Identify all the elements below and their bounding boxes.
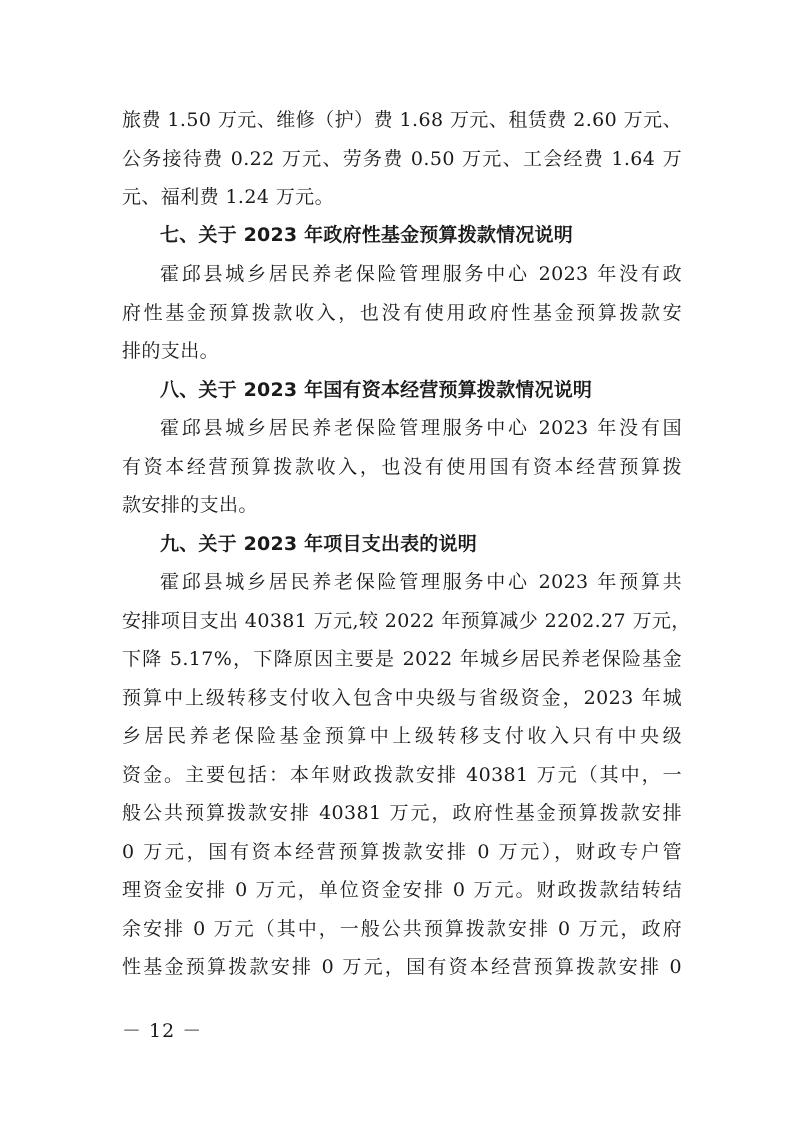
body-line: 安排项目支出 40381 万元,较 2022 年预算减少 2202.27 万元，	[122, 610, 691, 632]
body-line: 性基金预算拨款安排 0 万元，国有资本经营预算拨款安排 0	[122, 956, 682, 978]
body-line: 预算中上级转移支付收入包含中央级与省级资金，2023 年城	[122, 687, 682, 709]
body-line: 元、福利费 1.24 万元。	[122, 186, 334, 208]
page-number: － 12 －	[122, 1020, 203, 1042]
body-line: 0 万元，国有资本经营预算拨款安排 0 万元），财政专户管	[122, 841, 682, 863]
body-line: 霍邱县城乡居民养老保险管理服务中心 2023 年预算共	[160, 571, 682, 593]
body-line: 霍邱县城乡居民养老保险管理服务中心 2023 年没有国	[160, 417, 682, 439]
body-line: 理资金安排 0 万元，单位资金安排 0 万元。财政拨款结转结	[122, 879, 682, 901]
body-line: 旅费 1.50 万元、维修（护）费 1.68 万元、租赁费 2.60 万元、	[122, 109, 682, 131]
body-line: 公务接待费 0.22 万元、劳务费 0.50 万元、工会经费 1.64 万	[122, 148, 682, 170]
body-line: 霍邱县城乡居民养老保险管理服务中心 2023 年没有政	[160, 263, 682, 285]
body-line: 资金。主要包括：本年财政拨款安排 40381 万元（其中，一	[122, 764, 682, 786]
body-line: 有资本经营预算拨款收入，也没有使用国有资本经营预算拨	[122, 456, 682, 478]
body-line: 乡居民养老保险基金预算中上级转移支付收入只有中央级	[122, 725, 682, 747]
section-heading-9: 九、关于 2023 年项目支出表的说明	[160, 533, 477, 555]
section-heading-8: 八、关于 2023 年国有资本经营预算拨款情况说明	[160, 379, 593, 401]
body-line: 款安排的支出。	[122, 494, 258, 516]
body-line: 下降 5.17%，下降原因主要是 2022 年城乡居民养老保险基金	[122, 648, 682, 670]
body-line: 余安排 0 万元（其中，一般公共预算拨款安排 0 万元，政府	[122, 918, 682, 940]
body-line: 般公共预算拨款安排 40381 万元，政府性基金预算拨款安排	[122, 802, 682, 824]
body-line: 府性基金预算拨款收入，也没有使用政府性基金预算拨款安	[122, 302, 682, 324]
section-heading-7: 七、关于 2023 年政府性基金预算拨款情况说明	[160, 224, 573, 246]
body-line: 排的支出。	[122, 340, 220, 362]
